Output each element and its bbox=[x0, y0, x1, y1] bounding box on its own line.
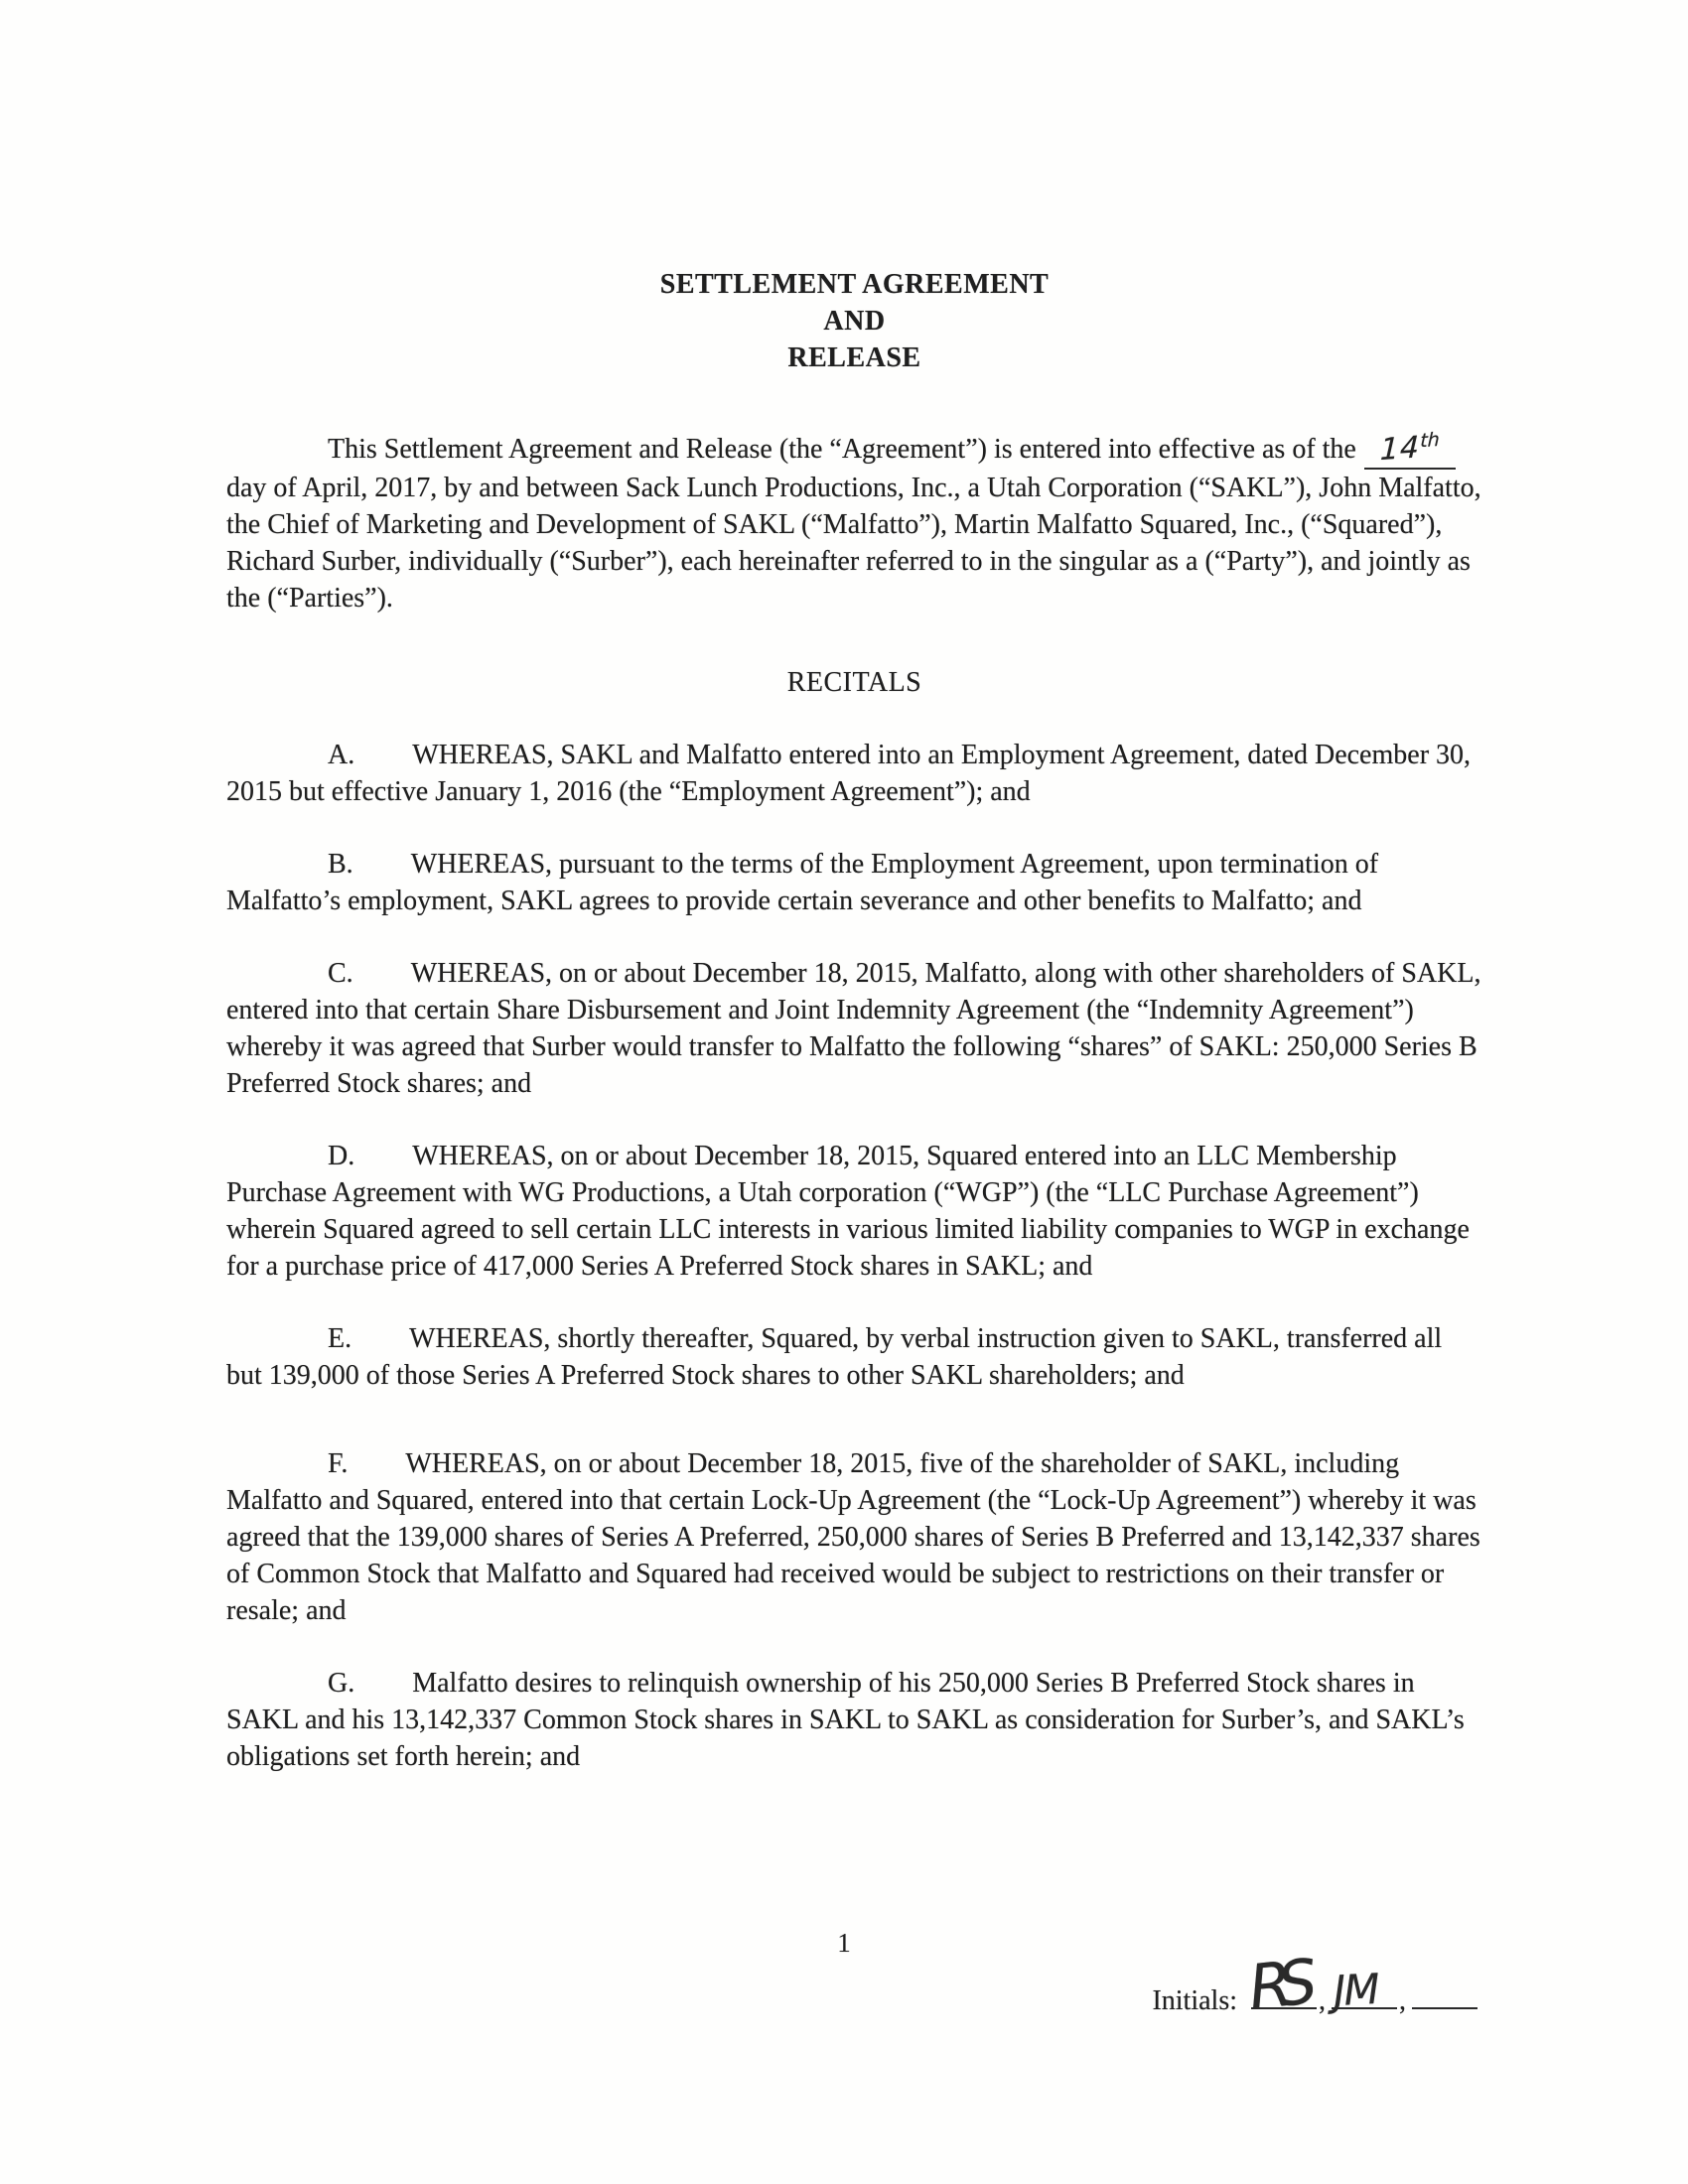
recital-text: WHEREAS, on or about December 18, 2015, Squared entered into an LLC Membership Purchase Agreement with WG Productions, a Utah corporation (“WGP”) (the “LLC Purchase Agreement”) wherein Squared agreed to sell certain LLC interests in various limited liability companies to WGP in exchange for a purchase price of 417,000 Series A Preferred Stock shares in SAKL; and bbox=[226, 1141, 1470, 1282]
recital-text: WHEREAS, SAKL and Malfatto entered into an Employment Agreement, dated December 30, 2015 but effective January 1, 2016 (the “Employment Agreement”); and bbox=[226, 740, 1472, 807]
handwritten-initials-rs: RS bbox=[1245, 1946, 1308, 2024]
title-line-2: AND bbox=[823, 306, 886, 337]
handwritten-initials-jm: JM bbox=[1332, 1964, 1379, 2016]
recital-text: WHEREAS, pursuant to the terms of the Employment Agreement, upon termination of Malfatto’s employment, SAKL agrees to provide certain severance and other benefits to Malfatto; and bbox=[226, 849, 1379, 916]
recital-letter: C. bbox=[328, 958, 353, 989]
recital-text: WHEREAS, on or about December 18, 2015, Malfatto, along with other shareholders of SAKL, entered into that certain Share Disbursement and Joint Indemnity Agreement (the “Indemnity Agreement”) whereby it was agreed that Surber would transfer to Malfatto the following “shares” of SAKL: 250,000 Series B Preferred Stock shares; and bbox=[226, 958, 1481, 1099]
initials-block bbox=[1152, 1946, 1477, 2024]
handwritten-day-suffix: th bbox=[1419, 428, 1441, 453]
recital-letter: G. bbox=[328, 1668, 355, 1699]
recital-text: WHEREAS, shortly thereafter, Squared, by verbal instruction given to SAKL, transferred all but 139,000 of those Series A Preferred Stock shares to other SAKL shareholders; and bbox=[226, 1323, 1443, 1391]
intro-text-after-date: day of April, 2017, by and between Sack Lunch Productions, Inc., a Utah Corporation (“SAKL”), John Malfatto, the Chief of Marketing and Development of SAKL (“Malfatto”), Martin Malfatto Squared, Inc., (“Squared”), Richard Surber, individually (“Surber”), each hereinafter referred to in the singular as a (“Party”), and jointly as the (“Parties”). bbox=[226, 473, 1481, 614]
page-number: 1 bbox=[837, 1928, 851, 1958]
recital-text: WHEREAS, on or about December 18, 2015, five of the shareholder of SAKL, including Malfatto and Squared, entered into that certain Lock-Up Agreement (the “Lock-Up Agreement”) whereby it was agreed that the 139,000 shares of Series A Preferred, 250,000 shares of Series B Preferred and 13,142,337 shares of Common Stock that Malfatto and Squared had received would be subject to restrictions on their transfer or resale; and bbox=[226, 1448, 1480, 1626]
recital-letter: D. bbox=[328, 1141, 355, 1171]
initials-separator-1: , bbox=[1319, 1985, 1326, 2016]
recital-letter: E. bbox=[328, 1323, 352, 1354]
intro-text-before-date: This Settlement Agreement and Release (the “Agreement”) is entered into effective as of the bbox=[328, 434, 1356, 465]
recital-letter: A. bbox=[328, 740, 355, 770]
handwritten-day-number: 14 bbox=[1379, 430, 1421, 469]
title-line-1: SETTLEMENT AGREEMENT bbox=[659, 269, 1050, 300]
initials-line-3-blank bbox=[1412, 1978, 1477, 2009]
recital-text: Malfatto desires to relinquish ownership of his 250,000 Series B Preferred Stock shares in SAKL and his 13,142,337 Common Stock shares in SAKL to SAKL as consideration for Surber’s, and SAKL’s obligations set forth herein; and bbox=[226, 1668, 1465, 1772]
initials-label: Initials: bbox=[1152, 1985, 1237, 2016]
initials-separator-2: , bbox=[1399, 1985, 1406, 2016]
recitals-heading: RECITALS bbox=[786, 667, 922, 698]
initials-line-2 bbox=[1332, 1964, 1397, 2016]
recital-letter: B. bbox=[328, 849, 353, 880]
title-line-3: RELEASE bbox=[787, 342, 921, 373]
recital-letter: F. bbox=[328, 1448, 349, 1479]
initials-line-1 bbox=[1245, 1946, 1317, 2024]
